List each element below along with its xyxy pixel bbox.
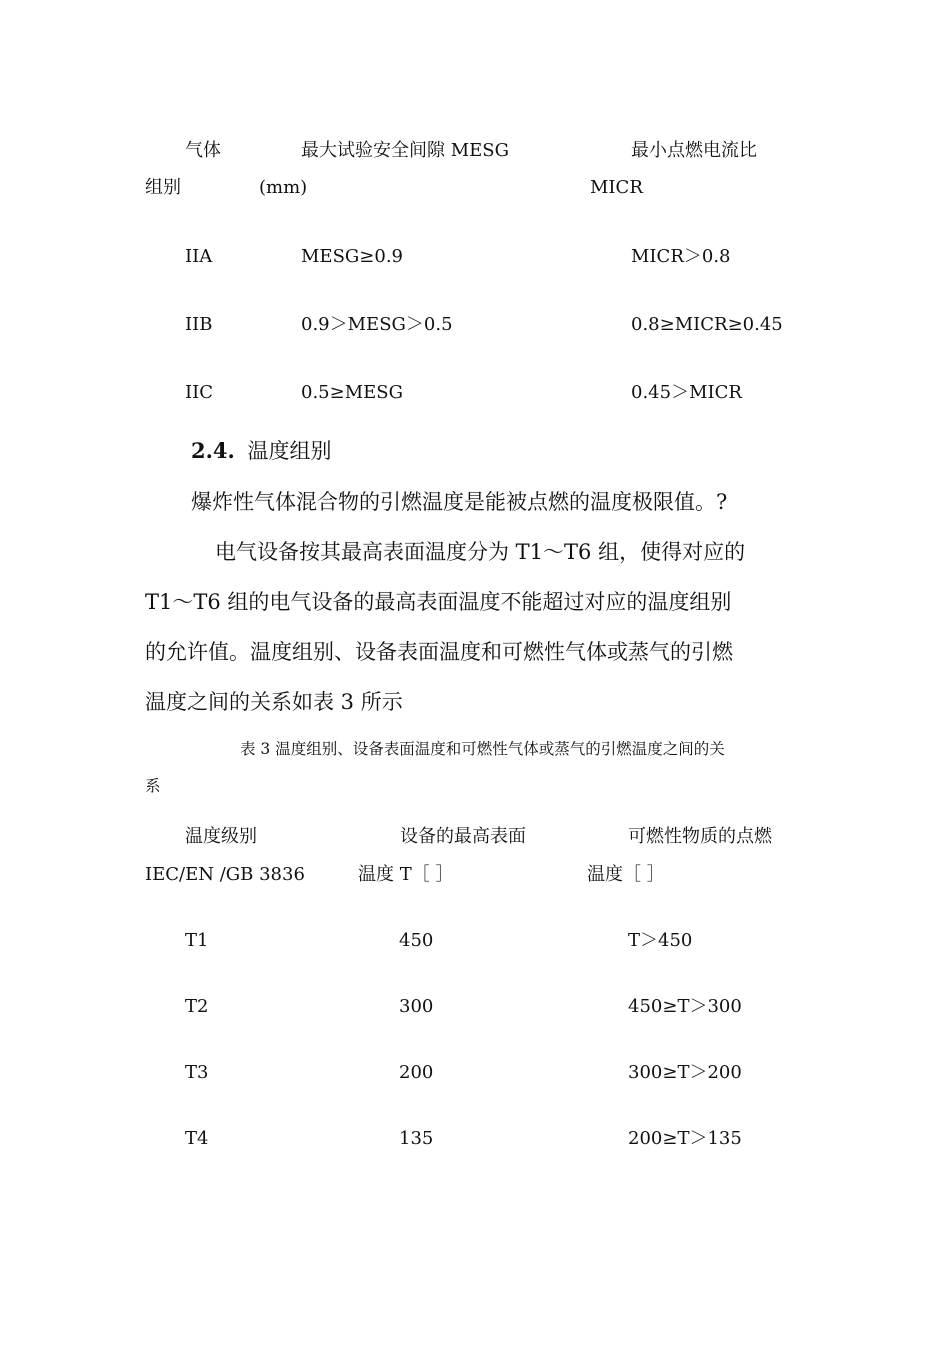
table-row-cell: 200≥T＞135 <box>628 1128 742 1149</box>
table-row-cell: MICR＞0.8 <box>631 246 731 267</box>
table-row-cell: T1 <box>185 930 209 951</box>
table1-header-col3-line2: MICR <box>590 177 643 198</box>
paragraph-2-line-1: 电气设备按其最高表面温度分为 T1～T6 组，使得对应的 <box>215 540 746 564</box>
table-row-cell: 0.45＞MICR <box>631 382 742 403</box>
table1-header-col1-line1: 气体 <box>185 140 221 161</box>
table-row-cell: 300≥T＞200 <box>628 1062 742 1083</box>
table-row-cell: IIC <box>185 382 213 403</box>
table1-header-col3-line1: 最小点燃电流比 <box>631 140 757 161</box>
table1-header-col2-line2: (mm) <box>259 177 308 198</box>
table-row-cell: 0.5≥MESG <box>301 382 403 403</box>
table-row-cell: T4 <box>185 1128 209 1149</box>
table3-header-col3-line1: 可燃性物质的点燃 <box>628 826 772 847</box>
table1-header-col1-line2: 组别 <box>145 177 181 198</box>
paragraph-2-line-4: 温度之间的关系如表 3 所示 <box>145 690 403 714</box>
table-row-cell: 450≥T＞300 <box>628 996 742 1017</box>
table-row-cell: T＞450 <box>628 930 693 951</box>
section-number: 2.4. <box>191 438 235 463</box>
section-heading <box>191 438 332 464</box>
table1-header-col2-line1: 最大试验安全间隙 MESG <box>301 140 510 161</box>
table-row-cell: IIA <box>185 246 213 267</box>
table-row-cell: 0.8≥MICR≥0.45 <box>631 314 783 335</box>
table3-header-col1-line1: 温度级别 <box>185 826 257 847</box>
paragraph-1: 爆炸性气体混合物的引燃温度是能被点燃的温度极限值。? <box>191 490 728 514</box>
table-row-cell: MESG≥0.9 <box>301 246 403 267</box>
table-row-cell: 135 <box>399 1128 434 1149</box>
table3-header-col2-line2: 温度 T［ ］ <box>358 864 454 885</box>
table-row-cell: IIB <box>185 314 213 335</box>
table-row-cell: T2 <box>185 996 209 1017</box>
table-row-cell: 300 <box>399 996 434 1017</box>
table3-header-col3-line2: 温度［ ］ <box>587 864 665 885</box>
table-row-cell: 450 <box>399 930 434 951</box>
table-row-cell: 200 <box>399 1062 434 1083</box>
table-caption-line-2: 系 <box>145 777 161 795</box>
section-title: 温度组别 <box>247 439 332 463</box>
paragraph-2-line-3: 的允许值。温度组别、设备表面温度和可燃性气体或蒸气的引燃 <box>145 640 733 664</box>
table-caption-line-1: 表 3 温度组别、设备表面温度和可燃性气体或蒸气的引燃温度之间的关 <box>240 740 725 758</box>
table-row-cell: T3 <box>185 1062 209 1083</box>
table3-header-col2-line1: 设备的最高表面 <box>400 826 526 847</box>
paragraph-2-line-2: T1～T6 组的电气设备的最高表面温度不能超过对应的温度组别 <box>145 590 732 614</box>
table3-header-col1-line2: IEC/EN /GB 3836 <box>145 864 305 885</box>
table-row-cell: 0.9＞MESG＞0.5 <box>301 314 453 335</box>
